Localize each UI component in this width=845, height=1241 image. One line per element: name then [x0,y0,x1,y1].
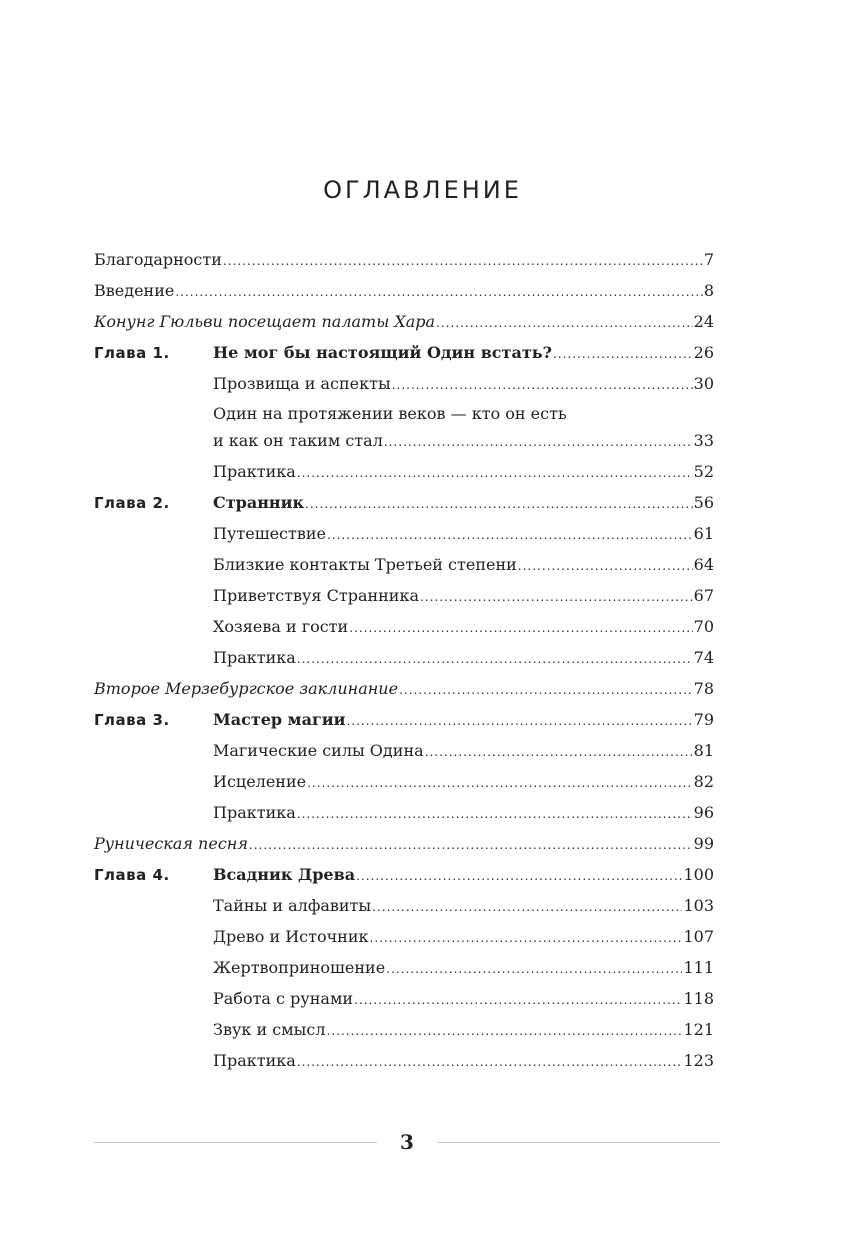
toc-entry[interactable] [94,611,714,642]
toc-entry[interactable] [94,983,714,1014]
toc-entry[interactable] [94,735,714,766]
page-reference: 61 [693,524,714,543]
entry-title: Работа с рунами [213,989,354,1008]
entry-title: и как он таким стал [213,431,383,450]
page-reference: 99 [693,834,714,853]
dot-leader [307,768,693,799]
page-reference: 24 [693,312,714,331]
table-of-contents [94,244,714,1076]
dot-leader [297,1047,683,1078]
dot-leader [249,830,693,861]
dot-leader [399,675,693,706]
toc-entry[interactable] [94,549,714,580]
entry-title: Практика [213,462,296,481]
page-title: ОГЛАВЛЕНИЕ [323,176,522,204]
dot-leader [297,644,693,675]
page-reference: 96 [693,803,714,822]
page-reference: 26 [693,343,714,362]
entry-title: Исцеление [213,772,307,791]
entry-title: Практика [213,648,296,667]
page-reference: 7 [703,250,714,269]
dot-leader [223,246,703,277]
dot-leader [297,799,693,830]
entry-title: Всадник Древа [213,865,356,884]
page-reference: 100 [683,865,714,884]
entry-title: Благодарности [94,250,222,269]
dot-leader [175,277,702,308]
toc-entry[interactable] [94,704,714,735]
dot-leader [384,429,693,456]
chapter-number: Глава 2. [94,494,170,512]
chapter-number: Глава 1. [94,344,170,362]
footer-rule-right [437,1142,720,1143]
dot-leader [349,613,692,644]
toc-entry[interactable] [94,890,714,921]
page-reference: 111 [683,958,714,977]
entry-title: Путешествие [213,524,326,543]
toc-entry[interactable] [94,673,714,704]
page-reference: 123 [683,1051,714,1070]
toc-entry[interactable] [94,952,714,983]
entry-title: Руническая песня [94,834,248,853]
page-reference: 78 [693,679,714,698]
toc-entry[interactable] [94,797,714,828]
toc-entry[interactable] [94,399,714,456]
page-reference: 33 [693,431,714,450]
page-reference: 30 [693,374,714,393]
page-reference: 118 [683,989,714,1008]
page-reference: 81 [693,741,714,760]
dot-leader [518,551,693,582]
toc-entry[interactable] [94,1045,714,1076]
toc-entry[interactable] [94,487,714,518]
toc-entry[interactable] [94,306,714,337]
entry-title: Конунг Гюльви посещает палаты Хара [94,312,436,331]
toc-entry[interactable] [94,642,714,673]
entry-title: Магические силы Одина [213,741,424,760]
toc-entry[interactable] [94,244,714,275]
entry-title: Практика [213,1051,296,1070]
toc-entry[interactable] [94,828,714,859]
dot-leader [392,370,693,401]
chapter-number: Глава 4. [94,866,170,884]
dot-leader [372,892,682,923]
entry-title: Странник [213,493,305,512]
page-footer [94,1128,720,1158]
dot-leader [327,1016,683,1047]
page-reference: 79 [693,710,714,729]
entry-title: Мастер магии [213,710,346,729]
page-reference: 56 [693,493,714,512]
dot-leader [386,954,682,985]
dot-leader [370,923,683,954]
page-reference: 103 [683,896,714,915]
toc-entry[interactable] [94,1014,714,1045]
entry-title: Жертвоприношение [213,958,386,977]
toc-entry[interactable] [94,518,714,549]
toc-entry[interactable] [94,766,714,797]
entry-title: Звук и смысл [213,1020,326,1039]
toc-entry[interactable] [94,859,714,890]
page-reference: 107 [683,927,714,946]
entry-title: Прозвища и аспекты [213,374,391,393]
entry-title: Введение [94,281,175,300]
entry-title: Второе Мерзебургское заклинание [94,679,399,698]
toc-entry[interactable] [94,368,714,399]
page-reference: 121 [683,1020,714,1039]
entry-title: Древо и Источник [213,927,369,946]
dot-leader [354,985,682,1016]
entry-title: Близкие контакты Третьей степени [213,555,517,574]
page-reference: 82 [693,772,714,791]
dot-leader [297,458,693,489]
entry-title: Хозяева и гости [213,617,349,636]
toc-entry[interactable] [94,921,714,952]
footer-rule-left [94,1142,377,1143]
entry-title-line-1: Один на протяжении веков — кто он есть [213,404,567,423]
page-reference: 64 [693,555,714,574]
toc-entry[interactable] [94,275,714,306]
toc-entry[interactable] [94,337,714,368]
page-number: 3 [400,1130,414,1154]
entry-title: Не мог бы настоящий Один встать? [213,343,552,362]
dot-leader [425,737,693,768]
dot-leader [356,861,682,892]
entry-title: Практика [213,803,296,822]
dot-leader [553,339,693,370]
toc-entry[interactable] [94,456,714,487]
toc-entry[interactable] [94,580,714,611]
chapter-number: Глава 3. [94,711,170,729]
entry-title-line-2 [94,427,714,454]
dot-leader [420,582,693,613]
dot-leader [327,520,693,551]
dot-leader [436,308,693,339]
page-reference: 70 [693,617,714,636]
entry-title: Приветствуя Странника [213,586,420,605]
dot-leader [305,489,693,520]
page-reference: 74 [693,648,714,667]
dot-leader [346,706,692,737]
page-reference: 67 [693,586,714,605]
page-reference: 8 [703,281,714,300]
page-reference: 52 [693,462,714,481]
entry-title: Тайны и алфавиты [213,896,372,915]
